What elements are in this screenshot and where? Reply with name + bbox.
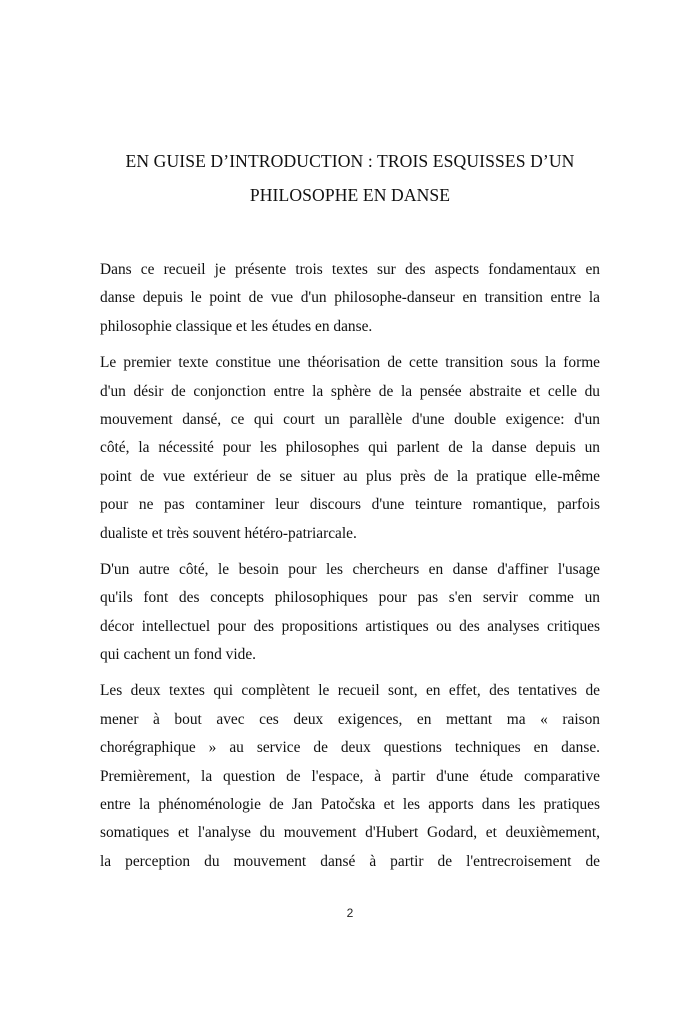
- paragraph-4: [100, 677, 600, 876]
- text-line: Dans ce recueil je présente trois textes sur des aspects fondamentaux en: [100, 261, 600, 278]
- chapter-title: [96, 144, 604, 212]
- page-number: 2: [346, 906, 354, 920]
- text-line: côté, la nécessité pour les philosophes qui parlent de la danse depuis un: [100, 439, 600, 457]
- body-text: [100, 256, 600, 884]
- text-line: philosophie classique et les études en danse.: [100, 317, 373, 335]
- paragraph-1: [100, 256, 600, 341]
- text-line: Les deux textes qui complètent le recueil sont, en effet, des tentatives de: [100, 682, 600, 700]
- text-line: Le premier texte constitue une théorisation de cette transition sous la forme: [100, 354, 600, 372]
- text-line: D'un autre côté, le besoin pour les chercheurs en danse d'affiner l'usage: [100, 560, 600, 578]
- text-line: somatiques et l'analyse du mouvement d'Hubert Godard, et deuxièmement,: [100, 824, 600, 842]
- text-line: la perception du mouvement dansé à partir de l'entrecroisement de: [100, 852, 600, 870]
- text-line: décor intellectuel pour des propositions artistiques ou des analyses critiques: [100, 617, 600, 635]
- text-line: d'un désir de conjonction entre la sphère de la pensée abstraite et celle du: [100, 382, 600, 400]
- text-line: Premièrement, la question de l'espace, à partir d'une étude comparative: [100, 767, 600, 785]
- text-line: qui cachent un fond vide.: [100, 646, 256, 664]
- text-line: entre la phénoménologie de Jan Patočska et les apports dans les pratiques: [100, 796, 600, 814]
- text-line: dualiste et très souvent hétéro-patriarcale.: [100, 524, 357, 542]
- text-line: mouvement dansé, ce qui court un parallèle d'une double exigence: d'un: [100, 410, 600, 428]
- text-line: mener à bout avec ces deux exigences, en mettant ma « raison: [100, 710, 600, 728]
- text-line: point de vue extérieur de se situer au plus près de la pratique elle-même: [100, 467, 600, 485]
- text-line: pour ne pas contaminer leur discours d'une teinture romantique, parfois: [100, 496, 600, 514]
- text-line: qu'ils font des concepts philosophiques pour pas s'en servir comme un: [100, 589, 600, 607]
- chapter-title-line: EN GUISE D’INTRODUCTION : TROIS ESQUISSES D’UN: [125, 151, 575, 171]
- paragraph-3: [100, 556, 600, 670]
- paragraph-2: [100, 349, 600, 548]
- text-line: danse depuis le point de vue d'un philosophe-danseur en transition entre la: [100, 289, 600, 307]
- text-line: chorégraphique » au service de deux questions techniques en danse.: [100, 739, 600, 757]
- chapter-title-line: PHILOSOPHE EN DANSE: [249, 185, 451, 205]
